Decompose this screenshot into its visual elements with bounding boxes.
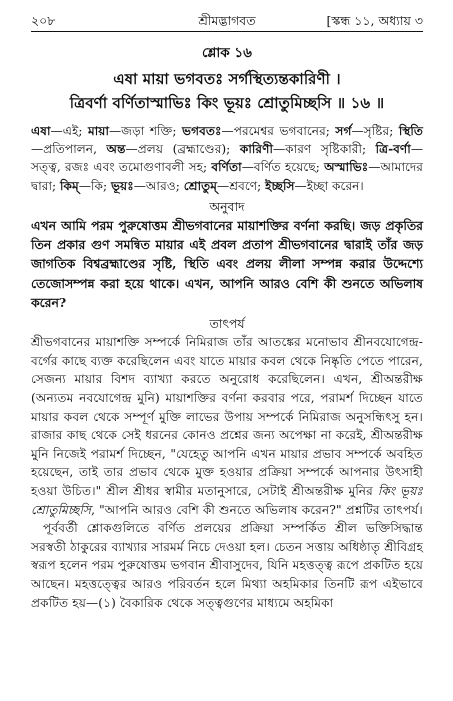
synonym-word: সর্গ [335,124,352,138]
synonym-meaning: প্রলয় (ব্রহ্মাণ্ডের); [137,142,240,157]
synonym-dash: — [410,142,424,157]
synonym-meaning: ইচ্ছা করেন। [306,178,364,193]
synonym-word: কিম্ [60,178,79,193]
synonym-dash: — [108,124,122,138]
synonym-meaning: কারণ সৃষ্টিকারী; [285,142,376,157]
synonym-dash: — [294,178,307,193]
synonym-meaning: বর্ণিত হয়েছে; [253,160,325,175]
synonym-word: বর্ণিতা [211,160,242,175]
synonym-meaning: সৃষ্টির; [363,124,399,138]
purport-p1-sanskrit: কিং ভূয়ঃ শ্রোতুমিচ্ছসি [31,484,423,517]
synonym-dash: — [241,160,254,175]
synonym-dash: — [272,142,286,157]
synonym-meaning: এই; [62,124,88,138]
synonym-dash: — [351,124,364,138]
synonym-word: ত্রি-বর্ণা [375,142,411,157]
synonym-word: অন্ত [106,142,126,157]
synonym-meaning: জড়া শক্তি; [121,124,182,138]
synonym-dash: — [368,160,381,175]
word-meanings [31,122,423,195]
synonym-dash: — [125,142,138,157]
purport-p1-text: শ্রীভগবানের মায়াশক্তি সম্পর্কে নিমিরাজ তাঁর আতঙ্কের মনোভাব শ্রীনবযোগেন্দ্র-বর্গের কাছে ব্যক্ত করেছিলেন এবং যাতে মায়ার কবল থেকে নিষ্কৃতি পেতে পারেন, সেজন্য মায়ার বিশদ ব্যাখ্যা করতে অনুরোধ করেছিলেন। এখন, শ্রীঅন্তরীক্ষ (অন্যতম নবযোগেন্দ্র মুনি) মায়াশক্তির বর্ণনা করবার পরে, পরামর্শ দিচ্ছেন যাতে মায়ার কবল থেকে সম্পূর্ণ মুক্তি লাভের উপায় সম্পর্কে নিমিরাজ অনুসন্ধিৎসু হন। রাজার কাছ থেকে সেই ধরনের কোনও প্রশ্নের জন্য অপেক্ষা না করেই, শ্রীঅন্তরীক্ষ মুনি নিজেই পরামর্শ দিচ্ছেন, "যেহেতু আপনি এখন মায়ার প্রভাব সম্পর্কে অবহিত হয়েছেন, তাই তার প্রভাব থেকে মুক্ত হওয়ার প্রক্রিয়া সম্পর্কে আপনার উৎসাহী হওয়া উচিত।" শ্রীল শ্রীধর স্বামীর মতানুসারে, সেটাই শ্রীঅন্তরীক্ষ মুনির [31,335,423,499]
book-title: শ্রীমদ্ভাগবত [198,13,256,28]
translation-text: এখন আমি পরম পুরুষোত্তম শ্রীভগবানের মায়াশক্তির বর্ণনা করছি। জড় প্রকৃতির তিন প্রকার গুণ সমন্বিত মায়ার এই প্রবল প্রতাপ শ্রীভগবানের দ্বারাই তাঁর জড় জাগতিক বিশ্বব্রহ্মাণ্ডের সৃষ্টি, স্থিতি এবং প্রলয় লীলা সম্পন্ন করার উদ্দেশ্যে তেজোসম্পন্ন করা হয়ে থাকে। এখন, আপনি আরও বেশি কী শুনতে অভিলাষ করেন? [31,217,423,310]
synonym-dash: — [221,124,234,138]
purport-paragraph-2: পূর্ববর্তী শ্লোকগুলিতে বর্ণিত প্রলয়ের প্রক্রিয়া সম্পর্কিত শ্রীল ভক্তিসিদ্ধান্ত সরস্বতী ঠাকুরের ব্যাখ্যার সারমর্ম নিচে দেওয়া হল। চেতন সত্তায় অধিষ্ঠাতৃ শ্রীবিগ্রহ স্বরূপ হলেন পরম পুরুষোত্তম ভগবান শ্রীবাসুদেব, যিনি মহত্তত্ত্ব রূপে প্রকটিত হয়ে আছেন। মহত্তত্ত্বের আরও পরিবর্তন হলে মিথ্যা অহমিকার তিনটি রূপ এইভাবে প্রকটিত হয়—(১) বৈকারিক থেকে সত্ত্বগুণের মাধ্যমে অহমিকা [31,521,423,610]
synonym-meaning: সত্ত্ব, রজঃ এবং তমোগুণাবলী সহ; [31,160,212,175]
synonym-word: অস্মাভিঃ [324,160,369,175]
purport-heading: তাৎপর্য [209,316,245,332]
synonym-word: মায়া [87,124,109,138]
synonym-dash: — [133,178,146,193]
page-header [31,14,423,32]
synonym-meaning: আমাদের দ্বারা; [31,160,423,193]
verse-line-1: এষা মায়া ভগবতঃ সর্গস্থিত্যন্তকারিণী । [113,70,341,88]
synonym-dash: — [78,178,91,193]
synonym-dash: — [31,142,44,157]
synonym-meaning: কি; [90,178,111,193]
synonym-word: এষা [31,124,51,138]
synonym-meaning: পরমেশ্বর ভগবানের; [233,124,336,138]
synonym-dash: — [50,124,63,138]
synonym-word: ভূয়ঃ [110,178,134,193]
page-number: ২০৮ [31,13,56,28]
synonym-word: কারিণী [239,142,273,157]
synonym-word: ভগবতঃ [182,124,222,138]
purport-text [31,333,423,612]
synonym-dash: — [217,178,230,193]
synonym-meaning: আরও; [145,178,184,193]
verse-heading: শ্লোক ১৬ [202,45,252,61]
translation-heading: অনুবাদ [209,198,245,214]
synonym-word: ইচ্ছসি [265,178,295,193]
section-label: [স্কন্ধ ১১, অধ্যায় ৩ [326,13,423,28]
synonym-word: শ্রোতুম্ [183,178,218,193]
synonym-meaning: শ্রবণে; [229,178,266,193]
purport-p1-end: , "আপনি আরও বেশি কী শুনতে অভিলাষ করেন?" প্রশ্নটির তাৎপর্য। [91,502,423,517]
synonym-word: স্থিতি [398,124,424,138]
synonym-meaning: প্রতিপালন, [43,142,107,157]
verse-line-2: ত্রিবর্ণা বর্ণিতাস্মাভিঃ কিং ভূয়ঃ শ্রোতুমিচ্ছসি ॥ ১৬ ॥ [69,94,385,112]
purport-paragraph-1 [31,333,423,519]
